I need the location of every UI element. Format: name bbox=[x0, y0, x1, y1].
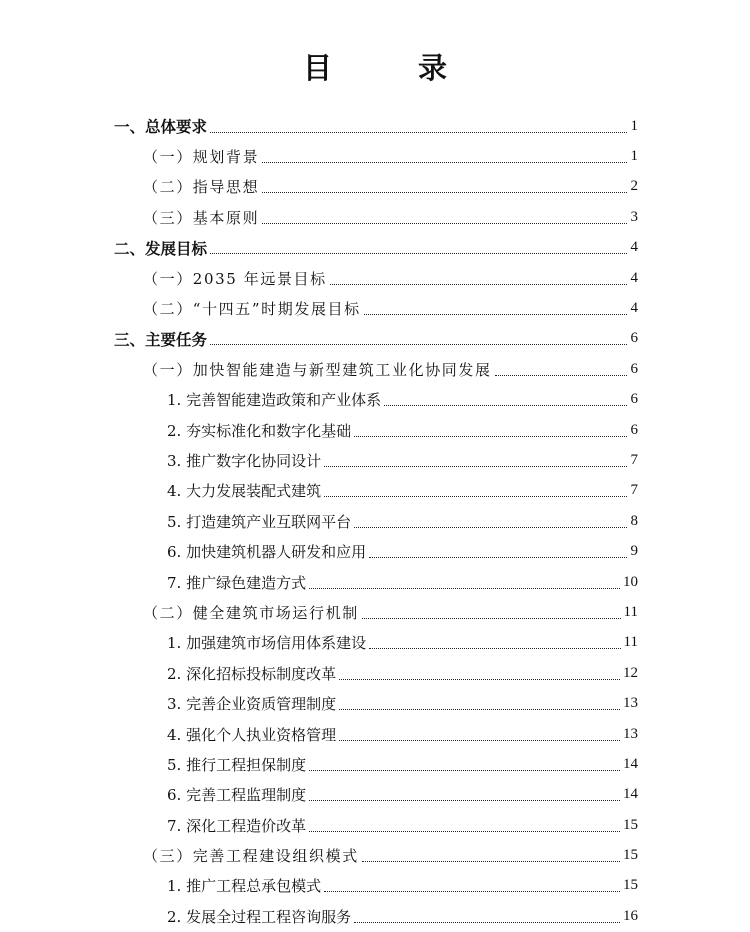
dot-leader bbox=[324, 891, 620, 892]
dot-leader bbox=[210, 253, 627, 254]
toc-entry-page: 13 bbox=[623, 725, 638, 742]
dot-leader bbox=[364, 314, 627, 315]
toc-entry-label: 5. 打造建筑产业互联网平台 bbox=[167, 512, 352, 531]
toc-entry-item[interactable] bbox=[0, 871, 750, 901]
toc-entry-item[interactable] bbox=[0, 415, 750, 445]
toc-entry-page: 15 bbox=[623, 816, 638, 833]
table-of-contents bbox=[0, 111, 750, 932]
toc-entry-page: 3 bbox=[630, 208, 638, 225]
toc-entry-page: 7 bbox=[630, 482, 638, 499]
dot-leader bbox=[324, 496, 627, 497]
toc-entry-page: 15 bbox=[623, 877, 638, 894]
toc-entry-section[interactable] bbox=[0, 233, 750, 263]
toc-entry-label: 2. 发展全过程工程咨询服务 bbox=[167, 907, 352, 926]
toc-entry-label: 一、总体要求 bbox=[114, 118, 208, 137]
toc-entry-label: 1. 加强建筑市场信用体系建设 bbox=[167, 634, 367, 653]
toc-entry-label: （一）加快智能建造与新型建筑工业化协同发展 bbox=[143, 360, 492, 379]
toc-entry-item[interactable] bbox=[0, 780, 750, 810]
toc-entry-item[interactable] bbox=[0, 628, 750, 658]
toc-entry-label: （三）完善工程建设组织模式 bbox=[143, 847, 359, 866]
toc-entry-label: 6. 完善工程监理制度 bbox=[167, 786, 307, 805]
toc-entry-page: 8 bbox=[630, 512, 638, 529]
toc-entry-item[interactable] bbox=[0, 476, 750, 506]
toc-entry-page: 16 bbox=[623, 907, 638, 924]
toc-entry-page: 12 bbox=[623, 664, 638, 681]
toc-entry-page: 9 bbox=[630, 543, 638, 560]
dot-leader bbox=[369, 648, 620, 649]
dot-leader bbox=[339, 709, 620, 710]
toc-entry-label: 1. 推广工程总承包模式 bbox=[167, 877, 322, 896]
toc-entry-item[interactable] bbox=[0, 506, 750, 536]
toc-entry-page: 7 bbox=[630, 451, 638, 468]
toc-entry-label: （一）规划背景 bbox=[143, 148, 260, 167]
toc-entry-page: 2 bbox=[630, 178, 638, 195]
toc-entry-subsection[interactable] bbox=[0, 141, 750, 171]
toc-entry-section[interactable] bbox=[0, 111, 750, 141]
toc-entry-item[interactable] bbox=[0, 567, 750, 597]
toc-entry-page: 11 bbox=[623, 603, 638, 620]
toc-entry-page: 1 bbox=[630, 148, 638, 165]
dot-leader bbox=[262, 162, 627, 163]
toc-entry-item[interactable] bbox=[0, 445, 750, 475]
toc-entry-label: 1. 完善智能建造政策和产业体系 bbox=[167, 391, 382, 410]
toc-entry-label: （三）基本原则 bbox=[143, 208, 260, 227]
toc-entry-page: 6 bbox=[630, 330, 638, 347]
toc-entry-item[interactable] bbox=[0, 688, 750, 718]
toc-entry-page: 14 bbox=[623, 786, 638, 803]
toc-entry-page: 6 bbox=[630, 360, 638, 377]
dot-leader bbox=[309, 831, 620, 832]
toc-entry-page: 6 bbox=[630, 421, 638, 438]
toc-entry-label: 7. 推广绿色建造方式 bbox=[167, 573, 307, 592]
dot-leader bbox=[262, 223, 627, 224]
toc-entry-label: （二）“十四五”时期发展目标 bbox=[143, 300, 361, 319]
toc-entry-label: 4. 大力发展装配式建筑 bbox=[167, 482, 322, 501]
toc-entry-subsection[interactable] bbox=[0, 172, 750, 202]
dot-leader bbox=[369, 557, 627, 558]
toc-entry-label: （二）健全建筑市场运行机制 bbox=[143, 603, 359, 622]
toc-entry-item[interactable] bbox=[0, 658, 750, 688]
toc-entry-item[interactable] bbox=[0, 719, 750, 749]
dot-leader bbox=[354, 527, 627, 528]
toc-entry-label: 2. 夯实标准化和数字化基础 bbox=[167, 421, 352, 440]
toc-entry-page: 13 bbox=[623, 695, 638, 712]
dot-leader bbox=[339, 679, 620, 680]
toc-entry-page: 14 bbox=[623, 755, 638, 772]
toc-entry-label: （一）2035 年远景目标 bbox=[143, 269, 327, 288]
toc-entry-page: 4 bbox=[630, 300, 638, 317]
toc-entry-item[interactable] bbox=[0, 536, 750, 566]
dot-leader bbox=[330, 284, 627, 285]
toc-entry-section[interactable] bbox=[0, 324, 750, 354]
dot-leader bbox=[339, 740, 620, 741]
dot-leader bbox=[309, 770, 620, 771]
dot-leader bbox=[210, 132, 627, 133]
toc-entry-subsection[interactable] bbox=[0, 293, 750, 323]
toc-entry-subsection[interactable] bbox=[0, 840, 750, 870]
toc-entry-label: （二）指导思想 bbox=[143, 178, 260, 197]
toc-entry-subsection[interactable] bbox=[0, 597, 750, 627]
toc-entry-page: 15 bbox=[623, 847, 638, 864]
toc-entry-page: 1 bbox=[630, 117, 638, 134]
dot-leader bbox=[262, 192, 627, 193]
toc-entry-item[interactable] bbox=[0, 385, 750, 415]
dot-leader bbox=[309, 588, 620, 589]
dot-leader bbox=[362, 618, 621, 619]
toc-entry-subsection[interactable] bbox=[0, 202, 750, 232]
dot-leader bbox=[309, 800, 620, 801]
dot-leader bbox=[354, 922, 620, 923]
toc-entry-label: 2. 深化招标投标制度改革 bbox=[167, 664, 337, 683]
dot-leader bbox=[362, 861, 620, 862]
toc-entry-subsection[interactable] bbox=[0, 263, 750, 293]
toc-entry-page: 4 bbox=[630, 269, 638, 286]
toc-entry-label: 6. 加快建筑机器人研发和应用 bbox=[167, 543, 367, 562]
dot-leader bbox=[354, 436, 627, 437]
toc-entry-subsection[interactable] bbox=[0, 354, 750, 384]
toc-entry-label: 4. 强化个人执业资格管理 bbox=[167, 725, 337, 744]
toc-entry-label: 3. 推广数字化协同设计 bbox=[167, 451, 322, 470]
dot-leader bbox=[210, 344, 627, 345]
toc-entry-label: 3. 完善企业资质管理制度 bbox=[167, 695, 337, 714]
page-title: 目 录 bbox=[302, 51, 486, 85]
toc-entry-label: 三、主要任务 bbox=[114, 330, 208, 349]
toc-entry-label: 7. 深化工程造价改革 bbox=[167, 816, 307, 835]
toc-entry-item[interactable] bbox=[0, 901, 750, 931]
toc-entry-label: 二、发展目标 bbox=[114, 239, 208, 258]
toc-entry-page: 10 bbox=[623, 573, 638, 590]
toc-entry-page: 4 bbox=[630, 239, 638, 256]
toc-entry-page: 6 bbox=[630, 391, 638, 408]
dot-leader bbox=[384, 405, 627, 406]
toc-entry-page: 11 bbox=[623, 634, 638, 651]
dot-leader bbox=[324, 466, 627, 467]
dot-leader bbox=[495, 375, 627, 376]
toc-entry-item[interactable] bbox=[0, 810, 750, 840]
toc-entry-label: 5. 推行工程担保制度 bbox=[167, 755, 307, 774]
toc-entry-item[interactable] bbox=[0, 749, 750, 779]
